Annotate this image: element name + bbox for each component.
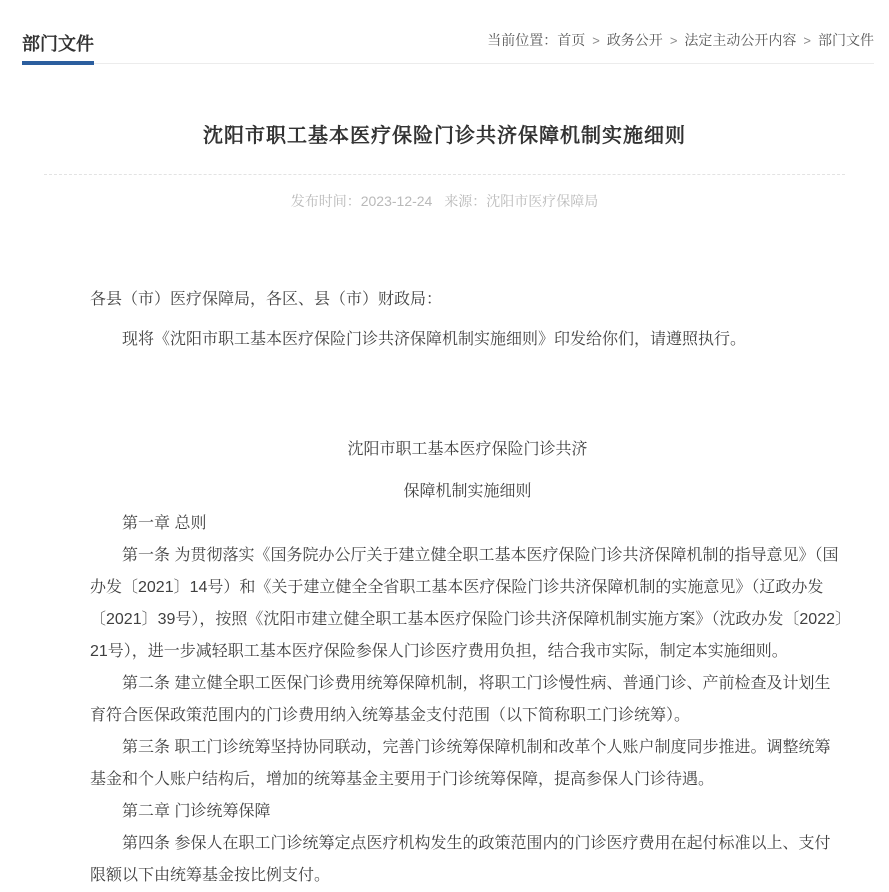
breadcrumb-label: 当前位置： xyxy=(487,32,558,48)
document-title-line-2: 保障机制实施细则 xyxy=(403,483,532,500)
publish-date: 发布时间：2023-12-24 xyxy=(290,193,433,209)
clause-2: 第二条 建立健全职工医保门诊费用统筹保障机制，将职工门诊慢性病、普通门诊、产前检查及计划生育符合医保政策范围内的门诊费用纳入统筹基金支付范围（以下简称职工门诊统筹）。 xyxy=(90,675,831,724)
clause-1: 第一条 为贯彻落实《国务院办公厅关于建立健全职工基本医疗保险门诊共济保障机制的指导意见》（国办发〔2021〕14号）和《关于建立健全全省职工基本医疗保险门诊共济保障机制的实施意见》（辽政办发〔2021〕39号），按照《沈阳市建立健全职工基本医疗保险门诊共济保障机制实施方案》（沈政办发〔2022〕21号），进一步减轻职工基本医疗保险参保人门诊医疗费用负担，结合我市实际，制定本实施细则。 xyxy=(90,547,843,660)
breadcrumb xyxy=(487,30,874,63)
breadcrumb-item-statutory-disclosure[interactable]: 法定主动公开内容 xyxy=(684,32,797,48)
section-tab-department-documents[interactable]: 部门文件 xyxy=(22,33,94,65)
breadcrumb-separator: > xyxy=(803,33,811,48)
page-title: 沈阳市职工基本医疗保险门诊共济保障机制实施细则 xyxy=(44,122,845,175)
document-body xyxy=(90,284,845,892)
article-container xyxy=(0,122,889,892)
forwarding-note: 现将《沈阳市职工基本医疗保险门诊共济保障机制实施细则》印发给你们，请遵照执行。 xyxy=(122,331,747,348)
page-header xyxy=(22,0,874,64)
salutation-line: 各县（市）医疗保障局，各区、县（市）财政局： xyxy=(90,291,443,308)
chapter-1-heading: 第一章 总则 xyxy=(122,515,207,532)
breadcrumb-separator: > xyxy=(592,33,600,48)
source-agency: 来源：沈阳市医疗保障局 xyxy=(444,193,599,209)
breadcrumb-item-home[interactable]: 首页 xyxy=(557,32,586,48)
article-meta xyxy=(44,191,845,211)
clause-4: 第四条 参保人在职工门诊统筹定点医疗机构发生的政策范围内的门诊医疗费用在起付标准以上、支付限额以下由统筹基金按比例支付。 xyxy=(90,835,831,884)
breadcrumb-separator: > xyxy=(669,33,678,48)
breadcrumb-item-government-affairs[interactable]: 政务公开 xyxy=(606,32,663,48)
document-title-line-1: 沈阳市职工基本医疗保险门诊共济 xyxy=(347,441,588,458)
clause-3: 第三条 职工门诊统筹坚持协同联动，完善门诊统筹保障机制和改革个人账户制度同步推进。调整统筹基金和个人账户结构后，增加的统筹基金主要用于门诊统筹保障，提高参保人门诊待遇。 xyxy=(90,739,831,788)
breadcrumb-item-department-documents: 部门文件 xyxy=(818,32,874,48)
chapter-2-heading: 第二章 门诊统筹保障 xyxy=(122,803,271,820)
